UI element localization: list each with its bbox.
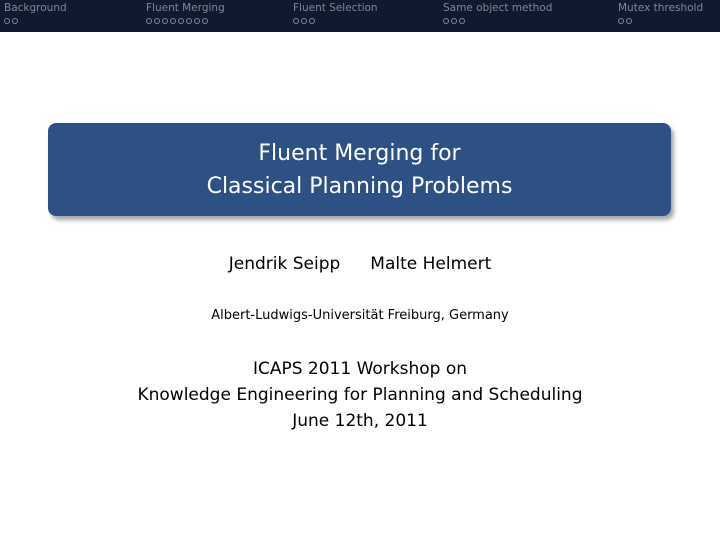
progress-dot[interactable] — [626, 18, 632, 24]
event-line-2: Knowledge Engineering for Planning and Scheduling — [137, 385, 583, 405]
author-list — [0, 254, 720, 274]
title-line-2: Classical Planning Problems — [206, 173, 513, 199]
progress-dot[interactable] — [443, 18, 449, 24]
affiliation: Albert-Ludwigs-Universität Freiburg, Germany — [211, 308, 509, 323]
progress-dot[interactable] — [178, 18, 184, 24]
progress-dot[interactable] — [451, 18, 457, 24]
progress-dot[interactable] — [170, 18, 176, 24]
progress-dot[interactable] — [309, 18, 315, 24]
nav-label-background[interactable]: Background — [4, 2, 67, 14]
author-name: Jendrik Seipp — [228, 254, 341, 274]
progress-dot[interactable] — [12, 18, 18, 24]
nav-label-fluent-merging[interactable]: Fluent Merging — [146, 2, 225, 14]
progress-dot[interactable] — [194, 18, 200, 24]
progress-dot[interactable] — [301, 18, 307, 24]
event-date: June 12th, 2011 — [292, 411, 428, 431]
progress-dot[interactable] — [162, 18, 168, 24]
nav-section-fluent-selection[interactable] — [293, 1, 378, 31]
nav-dots-same-object-method — [443, 18, 552, 24]
author-name: Malte Helmert — [370, 254, 492, 274]
title-line-1: Fluent Merging for — [258, 140, 461, 166]
navigation-bar — [0, 0, 720, 32]
nav-label-same-object-method[interactable]: Same object method — [443, 2, 553, 14]
nav-label-fluent-selection[interactable]: Fluent Selection — [293, 2, 378, 14]
event-line-1: ICAPS 2011 Workshop on — [252, 359, 468, 379]
progress-dot[interactable] — [618, 18, 624, 24]
nav-dots-fluent-merging — [146, 18, 225, 24]
nav-dots-mutex-threshold — [618, 18, 703, 24]
nav-section-fluent-merging[interactable] — [146, 1, 225, 31]
progress-dot[interactable] — [154, 18, 160, 24]
progress-dot[interactable] — [459, 18, 465, 24]
nav-section-mutex-threshold[interactable] — [618, 1, 703, 31]
title-box — [48, 123, 671, 216]
progress-dot[interactable] — [186, 18, 192, 24]
nav-label-mutex-threshold[interactable]: Mutex threshold — [618, 2, 704, 14]
progress-dot[interactable] — [293, 18, 299, 24]
progress-dot[interactable] — [146, 18, 152, 24]
nav-dots-fluent-selection — [293, 18, 378, 24]
event-info — [0, 356, 720, 434]
progress-dot[interactable] — [4, 18, 10, 24]
nav-dots-background — [4, 18, 67, 24]
nav-section-background[interactable] — [4, 1, 67, 31]
nav-section-same-object-method[interactable] — [443, 1, 552, 31]
progress-dot[interactable] — [202, 18, 208, 24]
